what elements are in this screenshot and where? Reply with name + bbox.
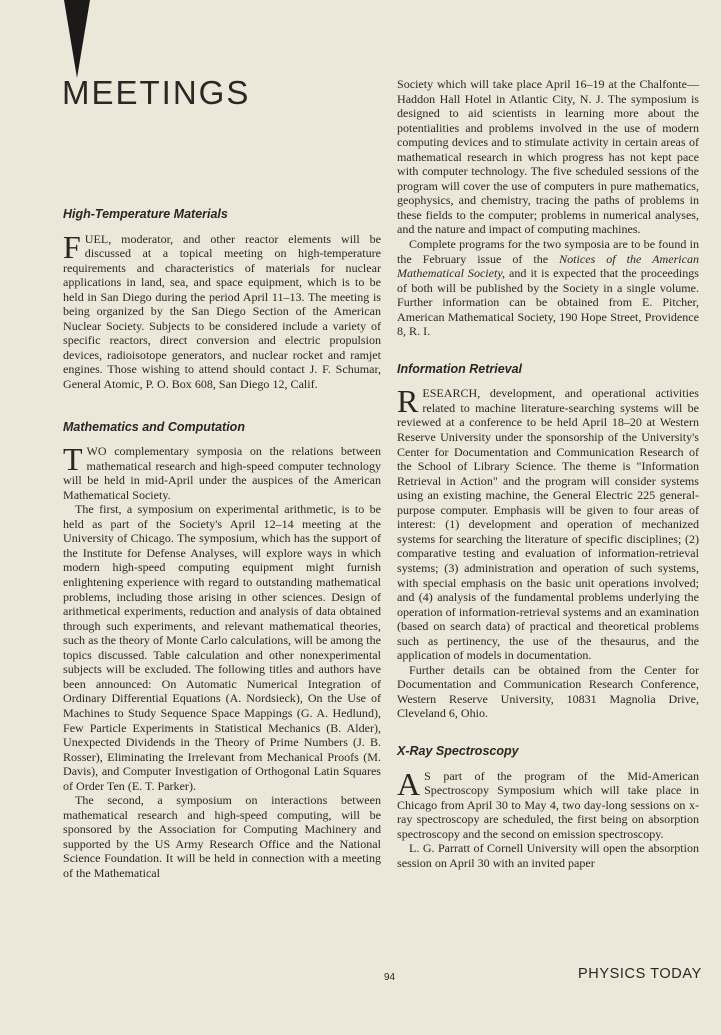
paragraph: TWO complementary symposia on the relations between mathematical research and high-speed computer technology will be held in mid-April under the auspices of the American Mathematical Society. [63,441,381,502]
drop-cap: T [63,441,83,478]
paragraph-continued: Society which will take place April 16–19 at the Chalfonte—Haddon Hall Hotel in Atlantic City, N. J. The symposium is designed to aid scientists in learning more about the potentialities and problems involved in the use of modern computing devices and to stimulate activity in certain areas of mathematical research in which progress has not kept pace with computer technology. The five scheduled sessions of the program will cover the use of computers in pure mathematics, geophysics, and chemistry, tracing the paths of problems in these fields to the computer; problems in numerical analyses, and the nature and impact of computing machines. [397,77,699,237]
journal-citation: Notices of the American Mathematical Society, [397,251,699,281]
page-title: MEETINGS [62,74,251,111]
page-number: 94 [384,972,396,983]
drop-cap: F [63,228,81,265]
paragraph: FUEL, moderator, and other reactor elements will be discussed at a topical meeting on high-temperature requirements and characteristics of materials for nuclear applications in land, sea, and space equipment, which is to be held in San Diego during the period April 11–13. The meeting is being organized by the San Diego Section of the American Nuclear Society. Subjects to be considered include a variety of specific reactors, direct conversion and electric propulsion devices, radioisotope generators, and nuclear rocket and ramjet engines. Those wishing to attend should contact J. F. Schumar, General Atomic, P. O. Box 608, San Diego 12, Calif. [63,228,381,392]
paragraph: A S part of the program of the Mid-American Spectroscopy Symposium which will take place in Chicago from April 30 to May 4, two day-long sessions on x-ray spectroscopy are scheduled, the first being on absorption spectroscopy and the second on emission spectroscopy. [397,765,699,841]
section-heading-xray-spectroscopy: X-Ray Spectroscopy [397,743,519,758]
drop-cap: R [397,383,419,420]
paragraph: L. G. Parratt of Cornell University will open the absorption session on April 30 with an invited paper [397,841,699,870]
section-heading-mathematics: Mathematics and Computation [63,419,245,434]
section-heading-high-temperature: High-Temperature Materials [63,207,228,221]
paragraph: Further details can be obtained from the Center for Documentation and Communication Research Conference, Western Reserve University, 10831 Magnolia Drive, Cleveland 6, Ohio. [397,662,699,721]
journal-name: PHYSICS TODAY [578,966,702,982]
left-column [63,207,381,881]
section-heading-information-retrieval: Information Retrieval [397,361,523,376]
paragraph: The first, a symposium on experimental arithmetic, is to be held as part of the Society's April 12–14 meeting at the University of Chicago. The symposium, which has the support of the Institute for Defense Analyses, will explore ways in which modern high-speed computing equipment might furnish enlightening experience with regard to outstanding mathematical problems, including those arising in other sciences. Design of arithmetical experiments, reduction and analysis of data obtained through such experiments, and relevant mathematical theories, such as the theory of Monte Carlo calculations, will be among the topics discussed. Table calculation and other nonexperimental subjects will be excluded. The following titles and authors have been announced: On Automatic Numerical Integration of Ordinary Differential Equations (A. Nordsieck), On the Use of Machines to Study Sequence Space Mappings (G. A. Hedlund), Few Particle Experiments in Statistical Mechanics (B. Alder), Unexpected Dividends in the Theory of Prime Numbers (J. B. Rosser), Eliminating the Irrelevant from Mechanical Proofs (M. Davis), and Computer Investigation of Orthogonal Latin Squares of Order Ten (E. T. Parker). [63,502,381,793]
paragraph: RESEARCH, development, and operational activities related to machine literature-searching systems will be reviewed at a conference to be held April 18–20 at Western Reserve University under the sponsorship of the University's Center for Documentation and Communication Research of the School of Library Science. The theme is "Information Retrieval in Action" and the program will consider systems using an existing machine, the General Electric 225 general-purpose computer. Emphasis will be given to four areas of interest: (1) development and operation of mechanized systems for searching the literature of specific disciplines; (2) comparative testing and evaluation of information-retrieval systems; (3) administration and operation of such systems, with special emphasis on the basic unit operations involved; and (4) analysis of the fundamental problems underlying the operation of information-retrieval systems and an examination (based on search data) of practical and theoretical problems such as pertinency, the use of the thesaurus, and the application of models in documentation. [397,383,699,663]
paragraph: The second, a symposium on interactions between mathematical research and high-speed computing, will be sponsored by the Association for Computing Machinery and supported by the US Army Research Office and the National Science Foundation. It will be held in connection with a meeting of the Mathematical [63,793,381,880]
drop-cap: A [397,765,421,802]
wedge-ornament [64,0,90,78]
right-column [397,77,699,870]
paragraph: Complete programs for the two symposia are to be found in the February issue of the Notices of the American Mathematical Society, and it is expected that the proceedings of both will be published by the Society in a single volume. Further information can be obtained from E. Pitcher, American Mathematical Society, 190 Hope Street, Providence 8, R. I. [397,237,699,339]
